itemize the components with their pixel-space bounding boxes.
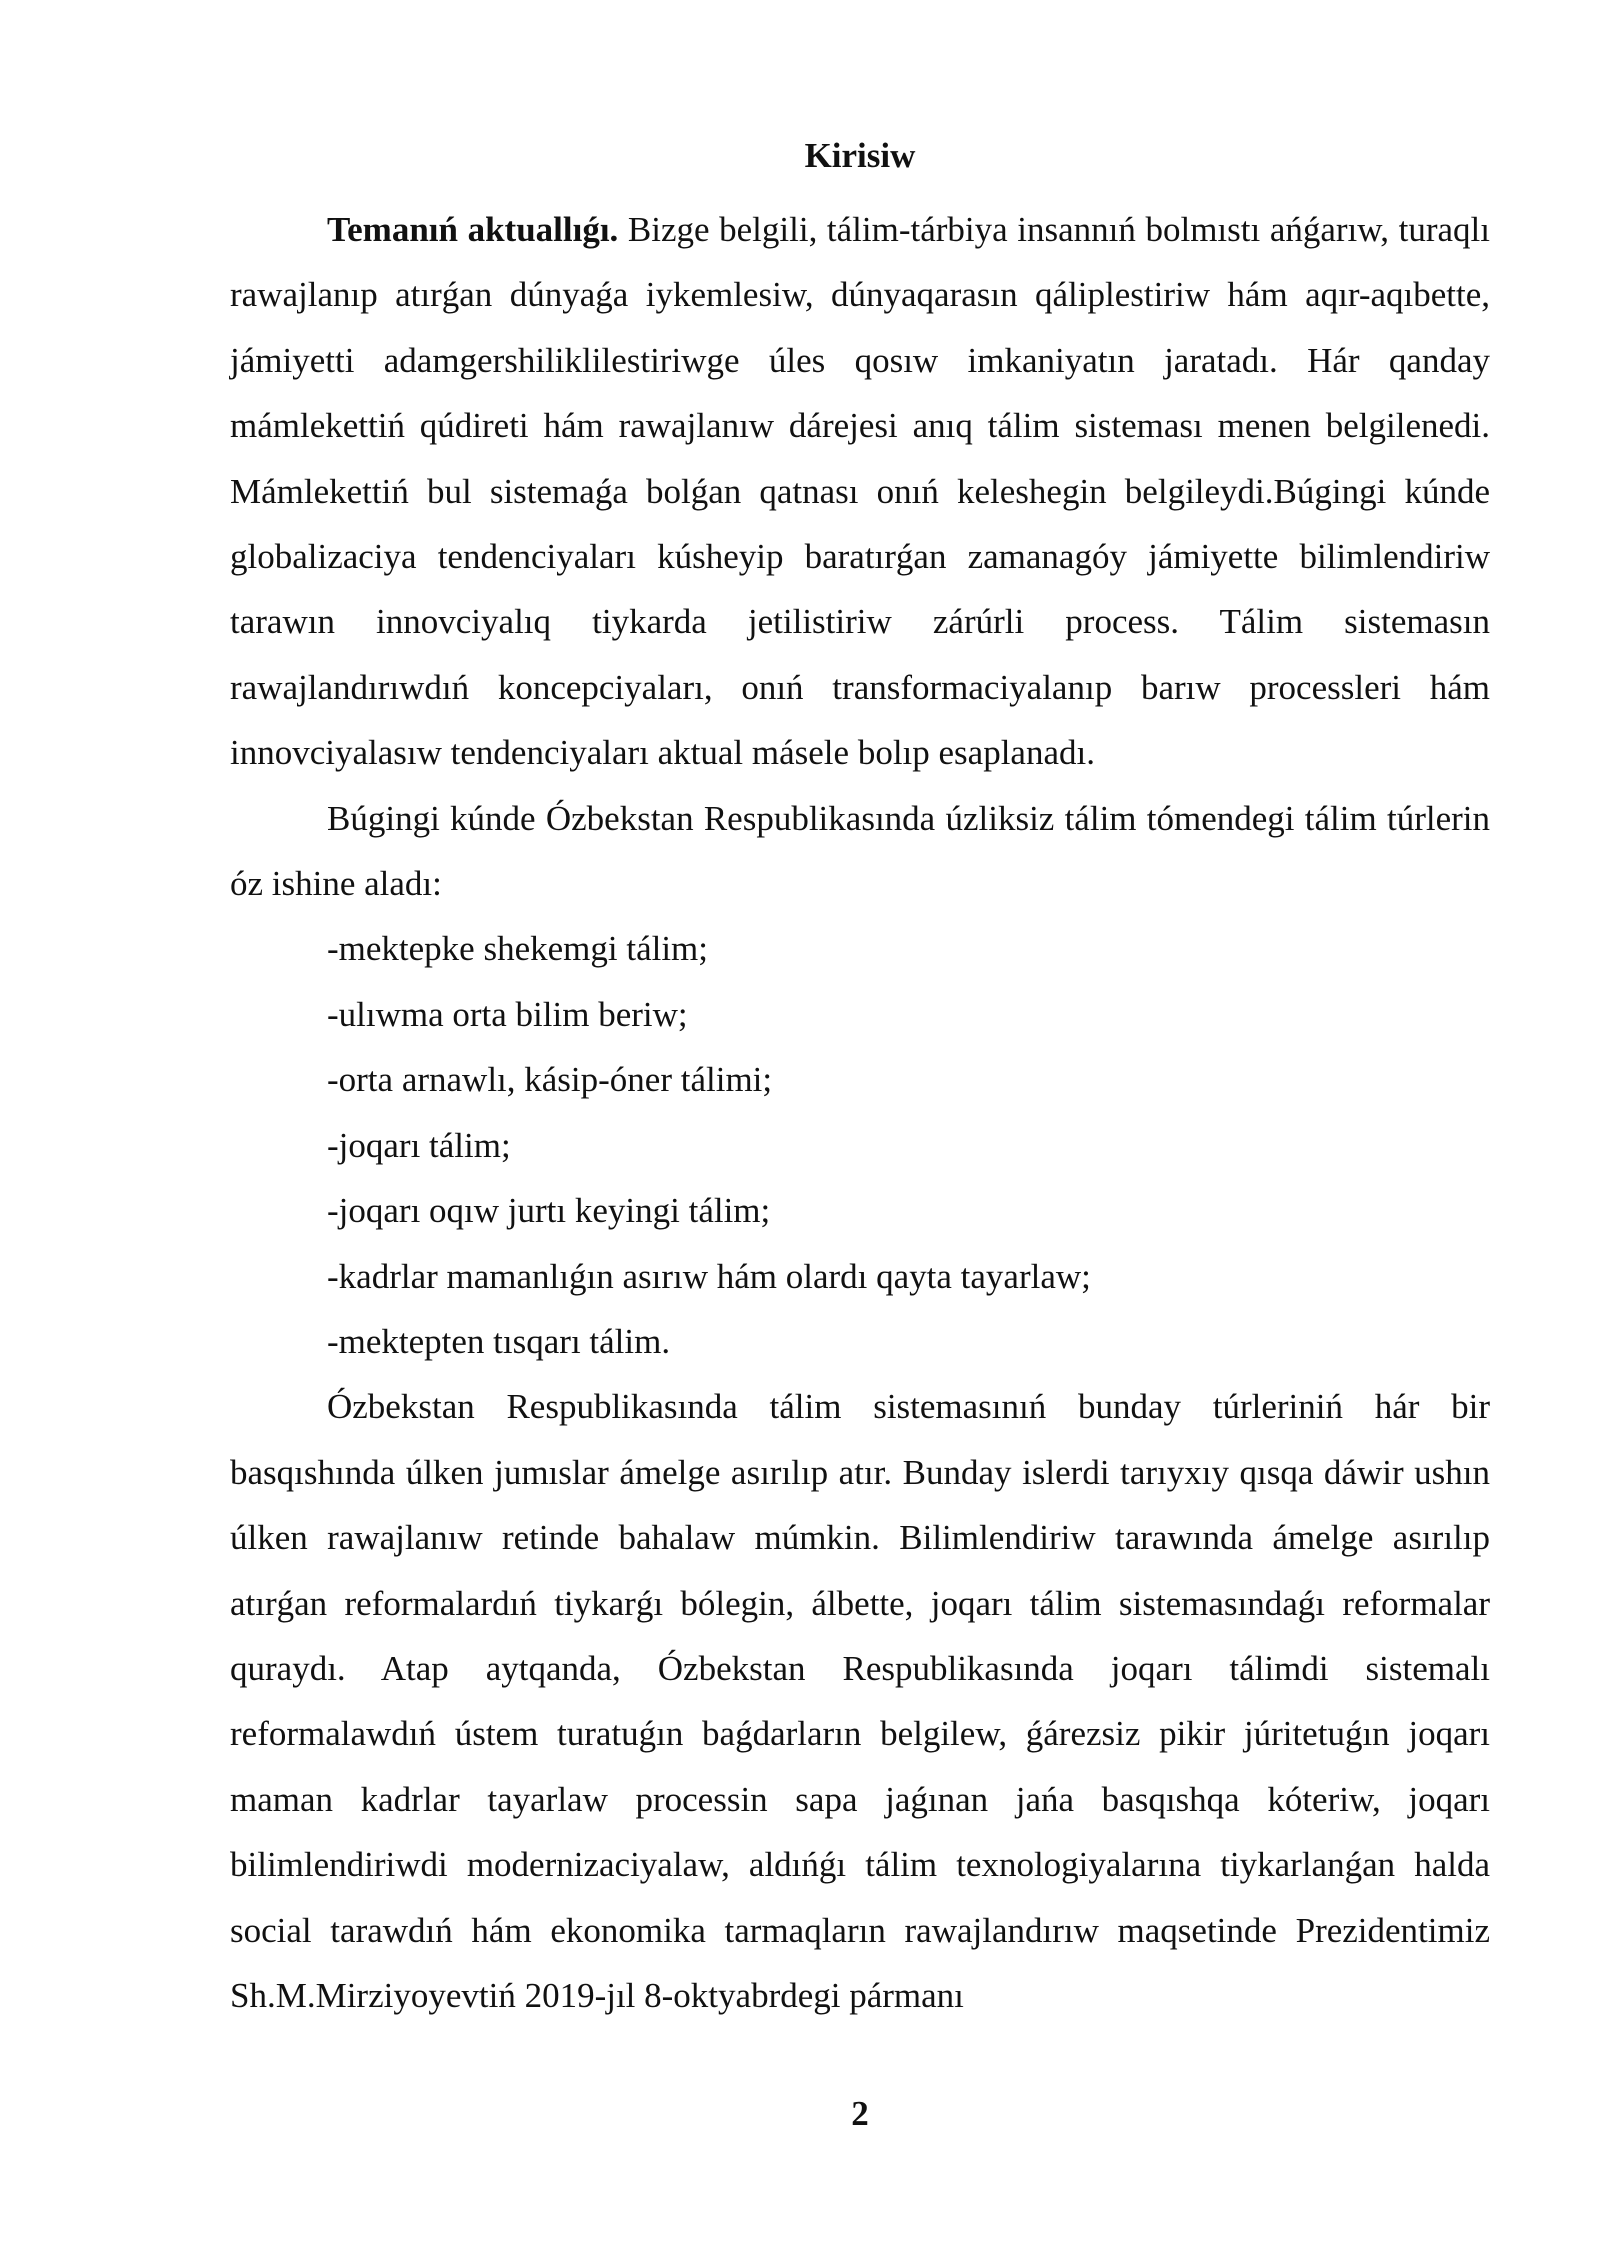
list-item: -joqarı tálim; [327, 1125, 511, 1165]
education-types-list [230, 916, 1490, 1374]
paragraph-reforms: Ózbekstan Respublikasında tálim sistemasınıń bunday túrleriniń hár bir basqıshında úlken jumıslar ámelge asırılıp atır. Bunday islerdi tarıyxıy qısqa dáwir ushın úlken rawajlanıw retinde bahalaw múmkin. Bilimlendiriw tarawında ámelge asırılıp atırǵan reformalardıń tiykarǵı bólegin, álbette, joqarı tálim sistemasındaǵı reformalar quraydı. Atap aytqanda, Ózbekstan Respublikasında joqarı tálimdi sistemalı reformalawdıń ústem turatuǵın baǵdarların belgilew, ǵárezsiz pikir júritetuǵın joqarı maman kadrlar tayarlaw processin sapa jaǵınan jańa basqıshqa kóteriw, joqarı bilimlendiriwdi modernizaciyalaw, aldıńǵı tálim texnologiyalarına tiykarlanǵan halda social tarawdıń hám ekonomika tarmaqların rawajlandırıw maqsetinde Prezidentimiz Sh.M.Mirziyoyevtiń 2019-jıl 8-oktyabrdegi pármanı [230, 1387, 1490, 2015]
list-item: -kadrlar mamanlıǵın asırıw hám olardı qayta tayarlaw; [327, 1256, 1091, 1296]
list-item: -mektepke shekemgi tálim; [327, 929, 709, 969]
list-item: -ulıwma orta bilim beriw; [327, 994, 688, 1034]
paragraph-education-types-intro: Búgingi kúnde Ózbekstan Respublikasında úzliksiz tálim tómendegi tálim túrlerin óz ishine aladı: [230, 798, 1490, 904]
list-item: -mektepten tısqarı tálim. [327, 1321, 671, 1361]
paragraph-relevance [230, 197, 1490, 786]
list-item: -joqarı oqıw jurtı keyingi tálim; [327, 1191, 771, 1231]
paragraph-relevance-text: Bizge belgili, tálim-tárbiya insannıń bolmıstı ańǵarıw, turaqlı rawajlanıp atırǵan dúnyaǵa iykemlesiw, dúnyaqarasın qáliplestiriw hám aqır-aqıbette, jámiyetti adamgershiliklilestiriwge úles qosıw imkaniyatın jaratadı. Hár qanday mámlekettiń qúdireti hám rawajlanıw dárejesi anıq tálim sisteması menen belgilenedi. Mámlekettiń bul sistemaǵa bolǵan qatnası onıń keleshegin belgileydi.Búgingi kúnde globalizaciya tendenciyaları kúsheyip baratırǵan zamanagóy jámiyette bilimlendiriw tarawın innovciyalıq tiykarda jetilistiriw zárúrli process. Tálim sistemasın rawajlandırıwdıń koncepciyaları, onıń transformaciyalanıp barıw processleri hám innovciyalasıw tendenciyaları aktual másele bolıp esaplanadı. [230, 210, 1490, 773]
page-title: Kirisiw [804, 136, 916, 175]
page-number: 2 [851, 2094, 869, 2133]
document-body [230, 197, 1490, 2028]
list-item: -orta arnawlı, kásip-óner tálimi; [327, 1060, 773, 1100]
paragraph-lead-heading: Temanıń aktuallıǵı. [327, 210, 619, 249]
